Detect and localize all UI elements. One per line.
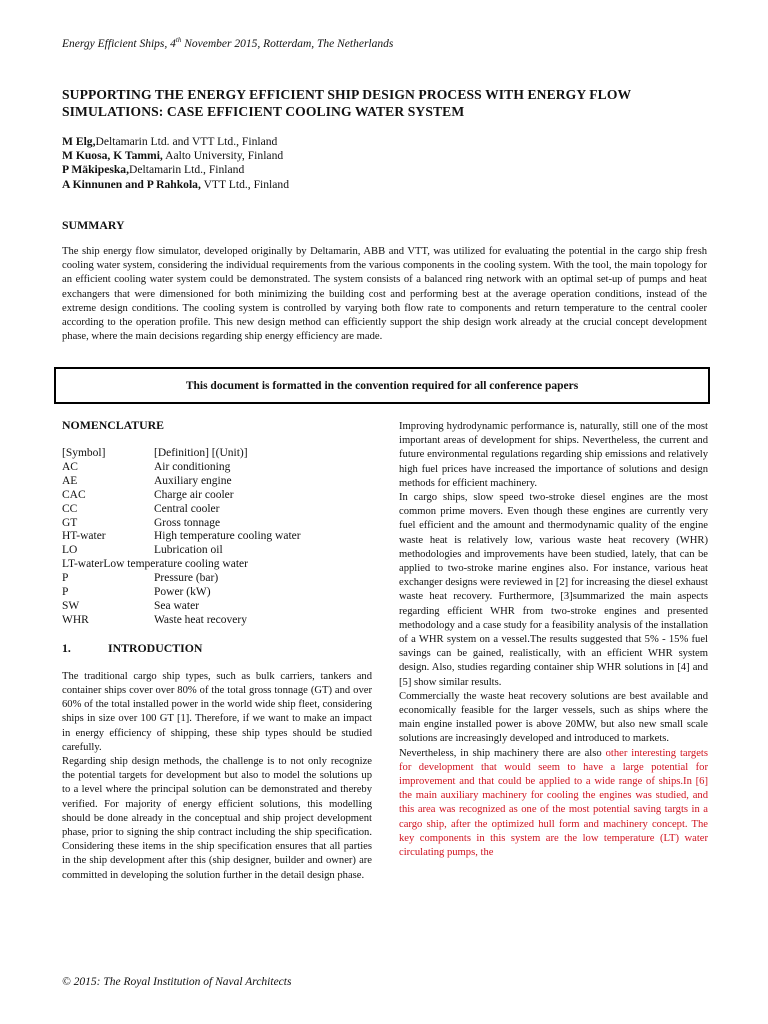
nomenclature-row: HT-water High temperature cooling water [62, 530, 301, 543]
nomenclature-row: SW Sea water [62, 599, 200, 612]
nomenclature-row: WHR Waste heat recovery [62, 613, 247, 626]
introduction-paragraph: Improving hydrodynamic performance is, naturally, still one of the most important areas of development for ships. Nevertheless, the current and future environmental regulations regarding ship emissions and relatively high fuel prices have increased the importance of solutions and design methods for efficient machinery. [399, 421, 708, 489]
nomenclature-row: CAC Charge air cooler [62, 488, 234, 501]
nomenclature-table [62, 447, 372, 628]
nomenclature-row: P Power (kW) [62, 586, 211, 599]
author-line: M Kuosa, K Tammi, Aalto University, Finland [62, 149, 284, 163]
nomenclature-row: CC Central cooler [62, 502, 220, 515]
ordinal-suffix: th [175, 36, 182, 44]
introduction-paragraph: In cargo ships, slow speed two-stroke diesel engines are the most common prime movers. Even though these engines are currently very fuel efficient and the amount and thermodynamic quality of the engine waste heat is relatively low, various waste heat recovery (WHR) methodologies and improvements have been studied, lately, that can be applied to two-stroke marine engines also. For instance, various heat exchanger designs were reviewed in [2] for increasing the diesel exhaust waste heat recovery. Furthermore, [3]summarized the main aspects regarding efficient WHR from two-stroke engines and presented methodology and a case study for a feasibility analysis of the installation of a WHR system on a vessel.The results suggested that 5% - 15% fuel savings can be gained, realistically, with an efficient WHR system design. Also, studies regarding container ship WHR solutions in [4] and [5] show similar results. [399, 492, 708, 688]
introduction-paragraph: Nevertheless, in ship machinery there are also other interesting targets for development that would seem to have a large potential for improvement and that could be applied to a wide range of ships.In [6] the main auxiliary machinery for cooling the engines was studied, and this area was recognized as one of the most potential saving targts in a cargo ship, after the optimized hull form and machinery concept. The key components in this system are the low temperature (LT) water circulating pumps, the [399, 747, 708, 859]
introduction-paragraph: The traditional cargo ship types, such as bulk carriers, tankers and container ships cover over 80% of the total gross tonnage (GT) and over 60% of the total installed power in the world wide ship fleet, considering ships in size over 100 GT [1]. Therefore, if we want to make an impact in energy efficiency of shipping, these ship types should be studied carefully. [62, 670, 372, 753]
author-line: P Mäkipeska,Deltamarin Ltd., Finland [62, 163, 245, 177]
nomenclature-header-row: [Symbol] [Definition] [(Unit)] [62, 447, 248, 459]
author-line: A Kinnunen and P Rahkola, VTT Ltd., Finland [62, 177, 290, 191]
introduction-paragraph: Commercially the waste heat recovery solutions are best available and economically feasible for the larger vessels, such as ships where the main engine installed power is above 20MW, but also new small scale solutions are increasingly developed and introduced to markets. [399, 690, 708, 745]
nomenclature-row: AC Air conditioning [62, 460, 231, 473]
nomenclature-row: AE Auxiliary engine [62, 474, 232, 487]
left-column [62, 418, 372, 883]
copyright-footer: © 2015: The Royal Institution of Naval Architects [62, 976, 292, 988]
nomenclature-row: GT Gross tonnage [62, 516, 221, 529]
paper-title: SUPPORTING THE ENERGY EFFICIENT SHIP DESIGN PROCESS WITH ENERGY FLOW SIMULATIONS: CASE EFFICIENT COOLING WATER SYSTEM [62, 87, 631, 119]
format-notice-box [54, 367, 710, 404]
right-column [399, 420, 708, 860]
highlighted-text: other interesting targets for development that would seem to have a large potential for improvement and that could be applied to a wide range of ships.In [6] the main auxiliary machinery for cooling the engines was studied, and this area was recognized as one of the most potential saving targts in a cargo ship, after the optimized hull form and machinery concept. The key components in this system are the low temperature (LT) water circulating pumps, the [399, 747, 708, 859]
nomenclature-row: LT-water Low temperature cooling water [62, 558, 248, 571]
introduction-heading: 1. INTRODUCTION [62, 640, 203, 655]
introduction-paragraph: Regarding ship design methods, the challenge is to not only recognize the potential targets for development but also to model the solutions up to a level where the principal solution can be demonstrated and thereby verified. For majority of energy efficient solutions, this modelling should be done already in the conceptual and ship project development phase, prior to signing the ship contract including the ship specification. Considering these items in the ship specification ensures that all parties in the ship development after this (ship designer, builder and owner) are committed in developing the solution further in the detail design phase. [62, 756, 372, 881]
format-notice-text: This document is formatted in the convention required for all conference papers [185, 379, 579, 392]
paper-page [62, 0, 708, 1024]
author-line: M Elg,Deltamarin Ltd. and VTT Ltd., Finland [62, 135, 278, 148]
nomenclature-heading: NOMENCLATURE [62, 418, 165, 432]
nomenclature-row: P Pressure (bar) [62, 572, 219, 585]
summary-heading: SUMMARY [62, 218, 125, 232]
nomenclature-row: LO Lubrication oil [62, 544, 223, 557]
summary-text: The ship energy flow simulator, developed originally by Deltamarin, ABB and VTT, was utilized for evaluating the potential in the cargo ship fresh cooling water system, considering the individual requirements from the various components in the cooling system. With the tool, the main topology for an efficient cooling water system could be demonstrated. The system consists of a balanced ring network with an optimal set-up of pumps and heat exchangers that were dimensioned for both minimizing the building cost and performing best at the average operation conditions, instead of the extreme design conditions. The cooling system is controlled by varying both flow rate to components and return temperature to the central cooler according to the operation profile. This new design method can efficiently support the ship design work already at the crucial concept development phase, where the main decisions regarding ship energy efficiency are made. [62, 246, 707, 343]
running-header: Energy Efficient Ships, 4th November 2015, Rotterdam, The Netherlands [62, 36, 394, 50]
author-list [62, 135, 289, 192]
